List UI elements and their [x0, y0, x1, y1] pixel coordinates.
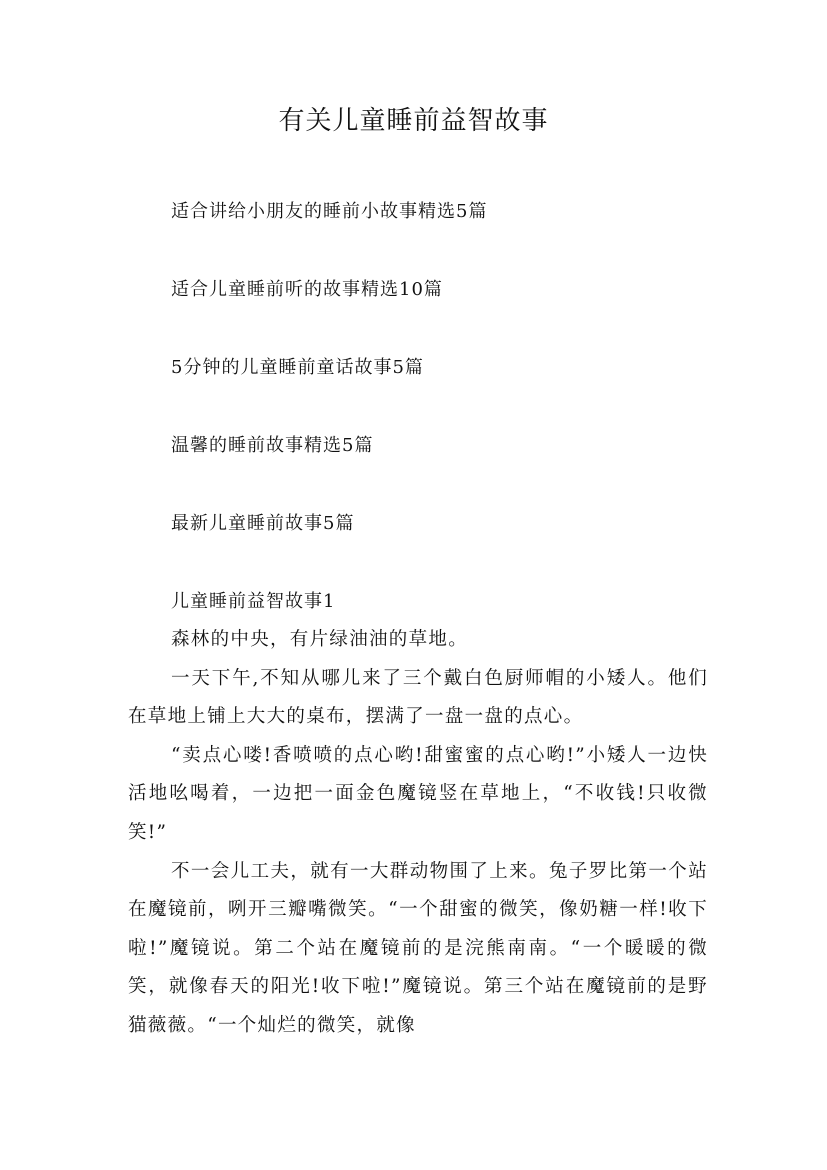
story-heading: 儿童睡前益智故事1	[171, 591, 336, 612]
story-paragraph: “卖点心喽!香喷喷的点心哟!甜蜜蜜的点心哟!”小矮人一边快活地吆喝着，一边把一面金色魔镜竖在草地上，“不收钱!只收微笑!”	[128, 744, 708, 843]
story-body	[128, 621, 708, 1046]
article-link[interactable]: 适合讲给小朋友的睡前小故事精选5篇	[171, 201, 488, 222]
article-link[interactable]: 温馨的睡前故事精选5篇	[171, 435, 374, 456]
story-paragraph: 一天下午,不知从哪儿来了三个戴白色厨师帽的小矮人。他们在草地上铺上大大的桌布，摆满了一盘一盘的点心。	[128, 667, 708, 728]
article-link-list	[171, 198, 487, 588]
story-paragraph: 森林的中央，有片绿油油的草地。	[171, 629, 469, 650]
article-link[interactable]: 适合儿童睡前听的故事精选10篇	[171, 279, 443, 300]
story-paragraph: 不一会儿工夫，就有一大群动物围了上来。兔子罗比第一个站在魔镜前，咧开三瓣嘴微笑。“一个甜蜜的微笑，像奶糖一样!收下啦!”魔镜说。第二个站在魔镜前的是浣熊南南。“一个暖暖的微笑，就像春天的阳光!收下啦!”魔镜说。第三个站在魔镜前的是野猫薇薇。“一个灿烂的微笑，就像	[128, 860, 708, 1036]
article-link[interactable]: 最新儿童睡前故事5篇	[171, 513, 355, 534]
article-link[interactable]: 5分钟的儿童睡前童话故事5篇	[171, 357, 424, 378]
document-title: 有关儿童睡前益智故事	[278, 106, 549, 136]
